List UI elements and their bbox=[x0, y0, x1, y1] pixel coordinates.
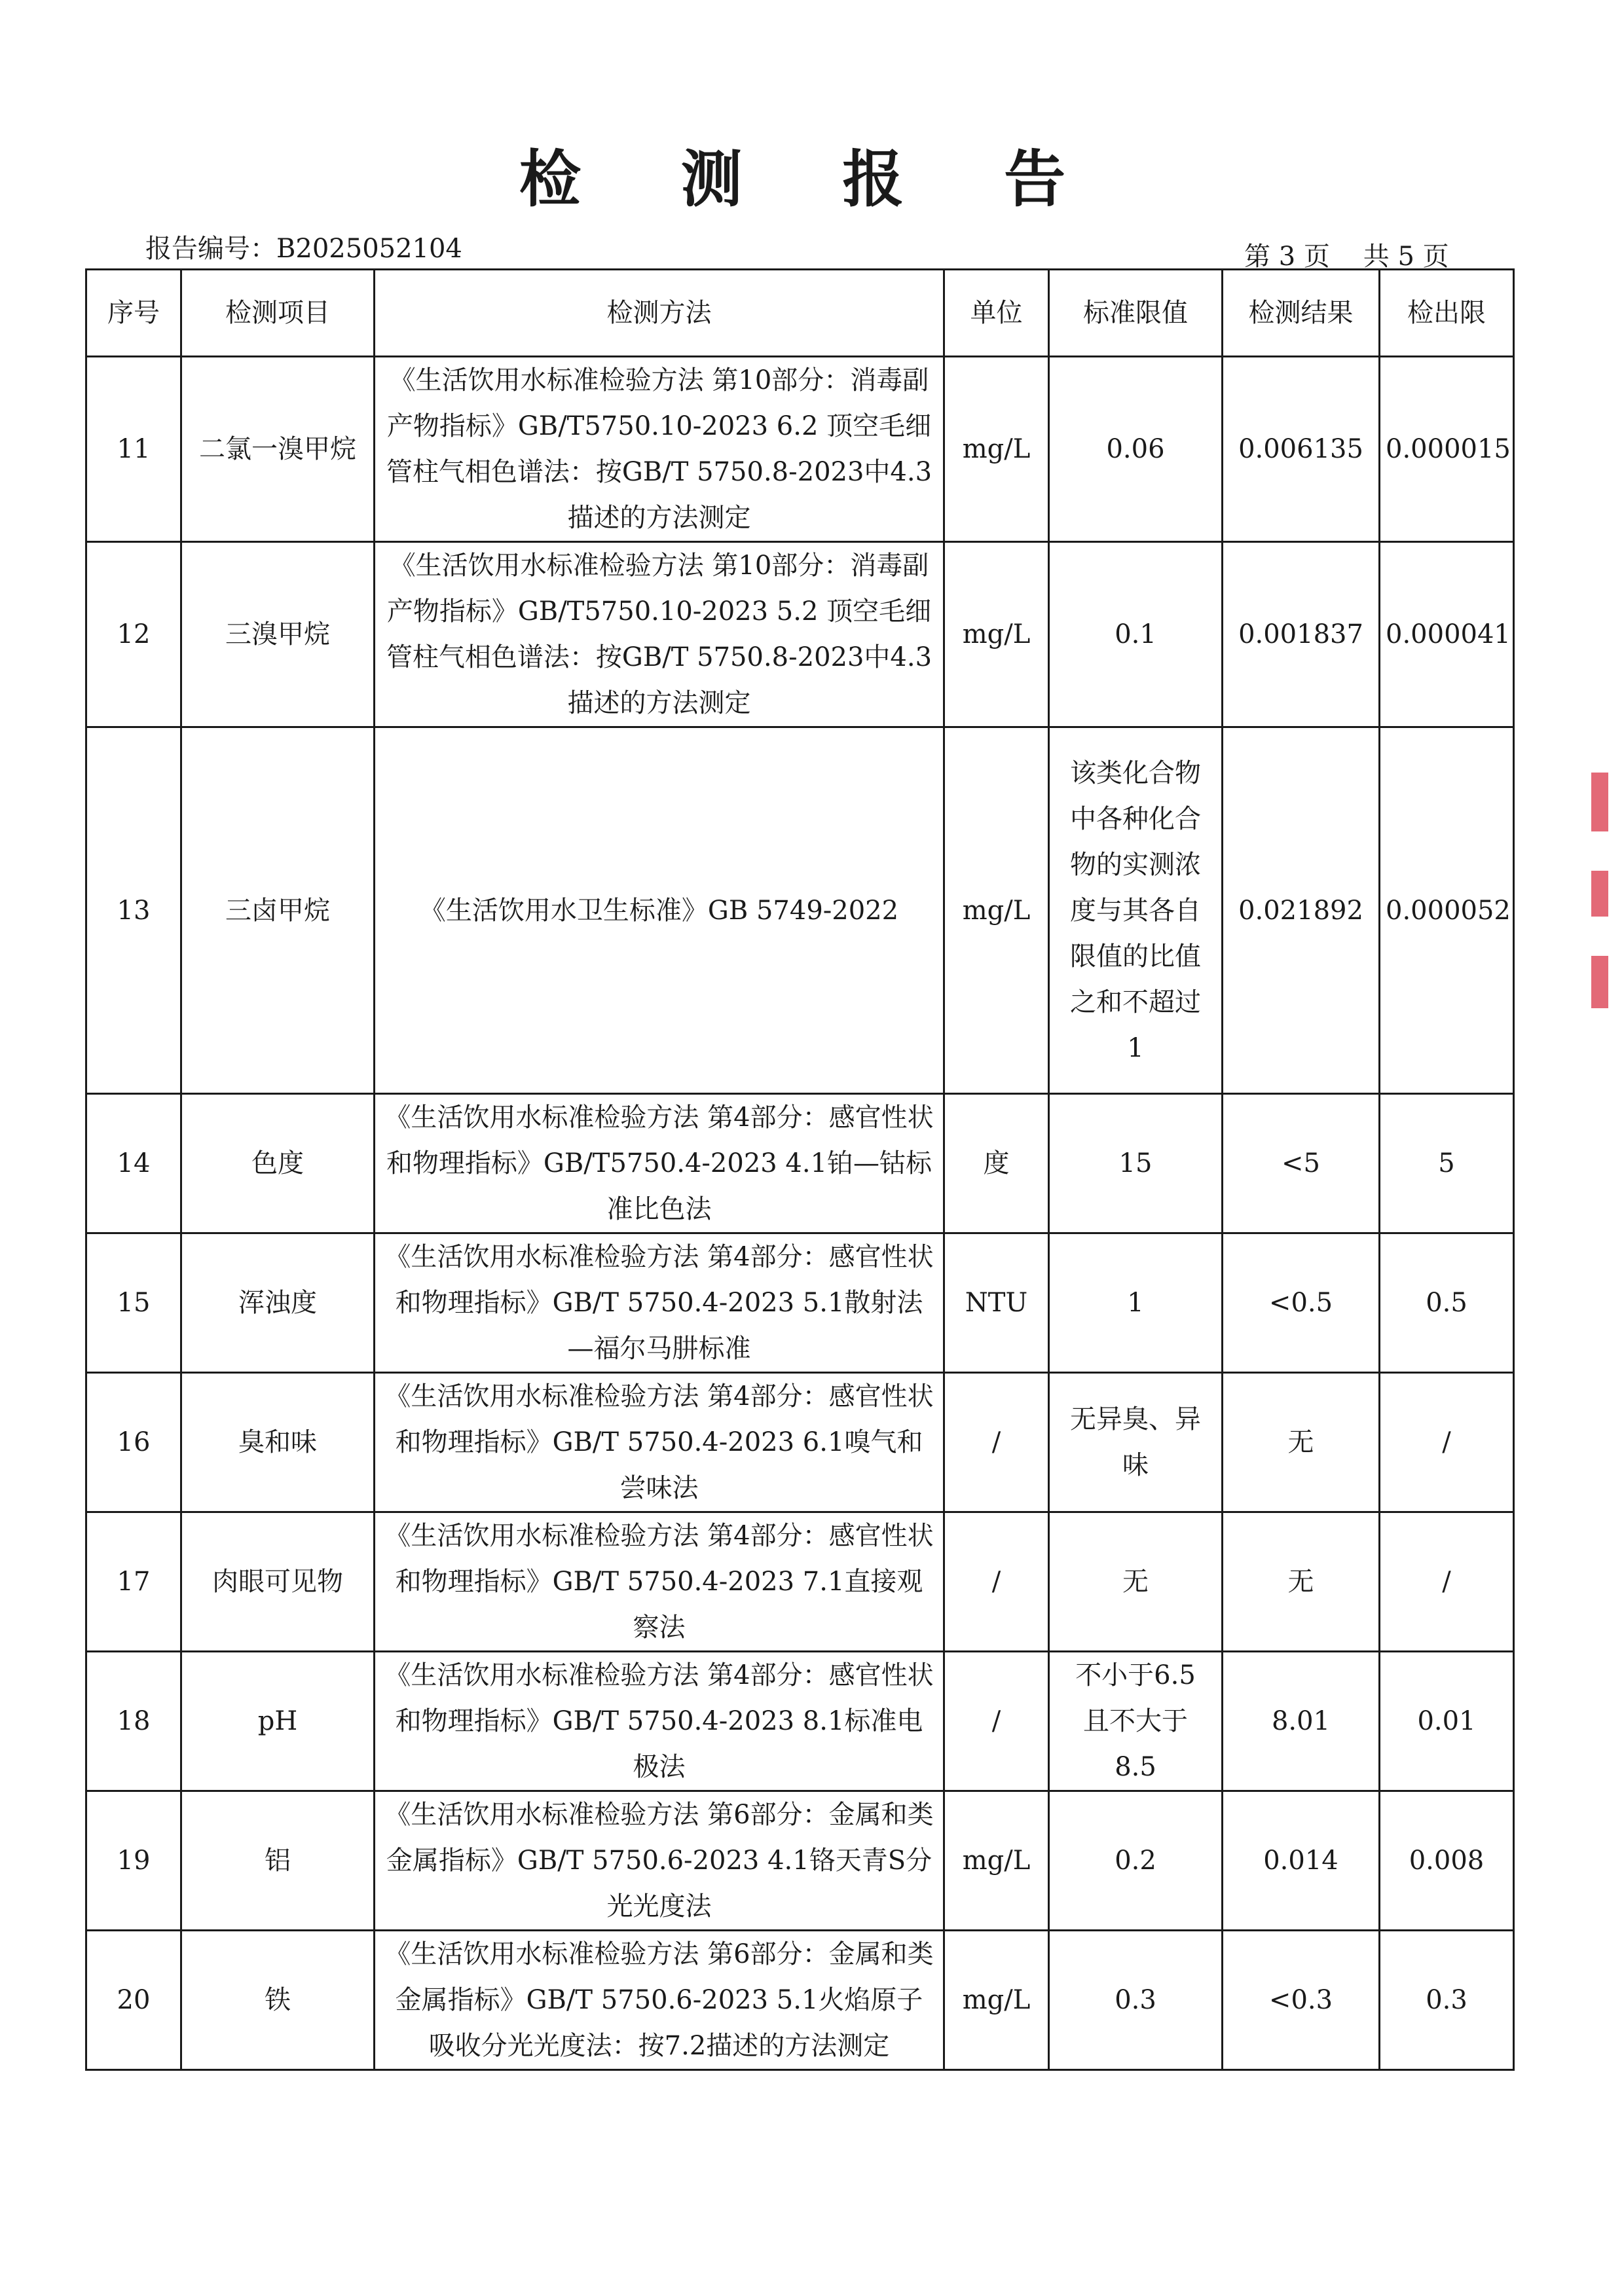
cell-unit: / bbox=[944, 1373, 1049, 1512]
cell-no: 11 bbox=[86, 357, 181, 542]
cell-lod: / bbox=[1380, 1512, 1514, 1652]
table-row bbox=[86, 1233, 1514, 1373]
cell-no: 18 bbox=[86, 1652, 181, 1791]
column-header-result: 检测结果 bbox=[1223, 270, 1380, 357]
cell-limit: 15 bbox=[1049, 1094, 1223, 1233]
cell-limit: 0.1 bbox=[1049, 542, 1223, 727]
cell-result: 0.021892 bbox=[1223, 727, 1380, 1094]
report-number: 报告编号：B2025052104 bbox=[145, 234, 462, 264]
cell-no: 17 bbox=[86, 1512, 181, 1652]
cell-result: <0.5 bbox=[1223, 1233, 1380, 1373]
cell-method: 《生活饮用水标准检验方法 第6部分：金属和类金属指标》GB/T 5750.6-2023 4.1铬天青S分光光度法 bbox=[375, 1791, 944, 1931]
cell-limit: 0.2 bbox=[1049, 1791, 1223, 1931]
table-row bbox=[86, 1931, 1514, 2070]
cell-no: 14 bbox=[86, 1094, 181, 1233]
cell-limit: 无异臭、异味 bbox=[1049, 1373, 1223, 1512]
page-info: 第 3 页 共 5 页 bbox=[1244, 242, 1449, 272]
cell-unit: 度 bbox=[944, 1094, 1049, 1233]
cell-limit: 1 bbox=[1049, 1233, 1223, 1373]
table-row bbox=[86, 1791, 1514, 1931]
cell-item: 铝 bbox=[181, 1791, 375, 1931]
cell-lod: 0.000052 bbox=[1380, 727, 1514, 1094]
cell-unit: mg/L bbox=[944, 1931, 1049, 2070]
cell-unit: / bbox=[944, 1512, 1049, 1652]
cell-method: 《生活饮用水标准检验方法 第4部分：感官性状和物理指标》GB/T 5750.4-2023 8.1标准电极法 bbox=[375, 1652, 944, 1791]
cell-limit: 不小于6.5且不大于8.5 bbox=[1049, 1652, 1223, 1791]
cell-no: 20 bbox=[86, 1931, 181, 2070]
cell-item: 铁 bbox=[181, 1931, 375, 2070]
cell-unit: mg/L bbox=[944, 357, 1049, 542]
cell-result: 0.006135 bbox=[1223, 357, 1380, 542]
cell-method: 《生活饮用水标准检验方法 第4部分：感官性状和物理指标》GB/T 5750.4-2023 7.1直接观察法 bbox=[375, 1512, 944, 1652]
column-header-no: 序号 bbox=[86, 270, 181, 357]
cell-item: 浑浊度 bbox=[181, 1233, 375, 1373]
seal-stamp-fragment bbox=[1591, 773, 1611, 1087]
table-row bbox=[86, 542, 1514, 727]
cell-lod: 0.5 bbox=[1380, 1233, 1514, 1373]
cell-lod: 0.008 bbox=[1380, 1791, 1514, 1931]
cell-no: 15 bbox=[86, 1233, 181, 1373]
cell-lod: 0.3 bbox=[1380, 1931, 1514, 2070]
cell-lod: 0.01 bbox=[1380, 1652, 1514, 1791]
cell-unit: mg/L bbox=[944, 1791, 1049, 1931]
cell-method: 《生活饮用水卫生标准》GB 5749-2022 bbox=[375, 727, 944, 1094]
cell-lod: / bbox=[1380, 1373, 1514, 1512]
cell-method: 《生活饮用水标准检验方法 第10部分：消毒副产物指标》GB/T5750.10-2023 5.2 顶空毛细管柱气相色谱法：按GB/T 5750.8-2023中4.3描述的方法测定 bbox=[375, 542, 944, 727]
cell-no: 13 bbox=[86, 727, 181, 1094]
cell-method: 《生活饮用水标准检验方法 第10部分：消毒副产物指标》GB/T5750.10-2023 6.2 顶空毛细管柱气相色谱法：按GB/T 5750.8-2023中4.3描述的方法测定 bbox=[375, 357, 944, 542]
cell-method: 《生活饮用水标准检验方法 第4部分：感官性状和物理指标》GB/T 5750.4-2023 5.1散射法—福尔马肼标准 bbox=[375, 1233, 944, 1373]
cell-limit: 该类化合物中各种化合物的实测浓度与其各自限值的比值之和不超过1 bbox=[1049, 727, 1223, 1094]
column-header-limit: 标准限值 bbox=[1049, 270, 1223, 357]
table-row bbox=[86, 727, 1514, 1094]
cell-method: 《生活饮用水标准检验方法 第4部分：感官性状和物理指标》GB/T 5750.4-2023 6.1嗅气和尝味法 bbox=[375, 1373, 944, 1512]
column-header-lod: 检出限 bbox=[1380, 270, 1514, 357]
cell-result: 无 bbox=[1223, 1512, 1380, 1652]
column-header-item: 检测项目 bbox=[181, 270, 375, 357]
cell-result: 0.014 bbox=[1223, 1791, 1380, 1931]
table-row bbox=[86, 1652, 1514, 1791]
cell-result: <0.3 bbox=[1223, 1931, 1380, 2070]
table-header-row bbox=[86, 270, 1514, 357]
table-row bbox=[86, 357, 1514, 542]
cell-no: 19 bbox=[86, 1791, 181, 1931]
cell-method: 《生活饮用水标准检验方法 第4部分：感官性状和物理指标》GB/T5750.4-2023 4.1铂—钴标准比色法 bbox=[375, 1094, 944, 1233]
cell-result: 8.01 bbox=[1223, 1652, 1380, 1791]
cell-limit: 0.06 bbox=[1049, 357, 1223, 542]
column-header-method: 检测方法 bbox=[375, 270, 944, 357]
cell-unit: mg/L bbox=[944, 727, 1049, 1094]
cell-lod: 0.000041 bbox=[1380, 542, 1514, 727]
cell-item: 臭和味 bbox=[181, 1373, 375, 1512]
cell-result: 0.001837 bbox=[1223, 542, 1380, 727]
cell-limit: 0.3 bbox=[1049, 1931, 1223, 2070]
table-row bbox=[86, 1373, 1514, 1512]
table-row bbox=[86, 1512, 1514, 1652]
cell-method: 《生活饮用水标准检验方法 第6部分：金属和类金属指标》GB/T 5750.6-2023 5.1火焰原子吸收分光光度法：按7.2描述的方法测定 bbox=[375, 1931, 944, 2070]
cell-item: 色度 bbox=[181, 1094, 375, 1233]
cell-item: 二氯一溴甲烷 bbox=[181, 357, 375, 542]
results-table bbox=[85, 268, 1515, 2071]
table-row bbox=[86, 1094, 1514, 1233]
cell-no: 12 bbox=[86, 542, 181, 727]
cell-unit: NTU bbox=[944, 1233, 1049, 1373]
cell-lod: 0.000015 bbox=[1380, 357, 1514, 542]
cell-item: 三卤甲烷 bbox=[181, 727, 375, 1094]
cell-result: 无 bbox=[1223, 1373, 1380, 1512]
column-header-unit: 单位 bbox=[944, 270, 1049, 357]
cell-item: pH bbox=[181, 1652, 375, 1791]
cell-lod: 5 bbox=[1380, 1094, 1514, 1233]
report-title: 检 测 报 告 bbox=[519, 144, 1105, 215]
cell-item: 肉眼可见物 bbox=[181, 1512, 375, 1652]
cell-result: <5 bbox=[1223, 1094, 1380, 1233]
cell-unit: / bbox=[944, 1652, 1049, 1791]
cell-limit: 无 bbox=[1049, 1512, 1223, 1652]
cell-unit: mg/L bbox=[944, 542, 1049, 727]
cell-no: 16 bbox=[86, 1373, 181, 1512]
cell-item: 三溴甲烷 bbox=[181, 542, 375, 727]
